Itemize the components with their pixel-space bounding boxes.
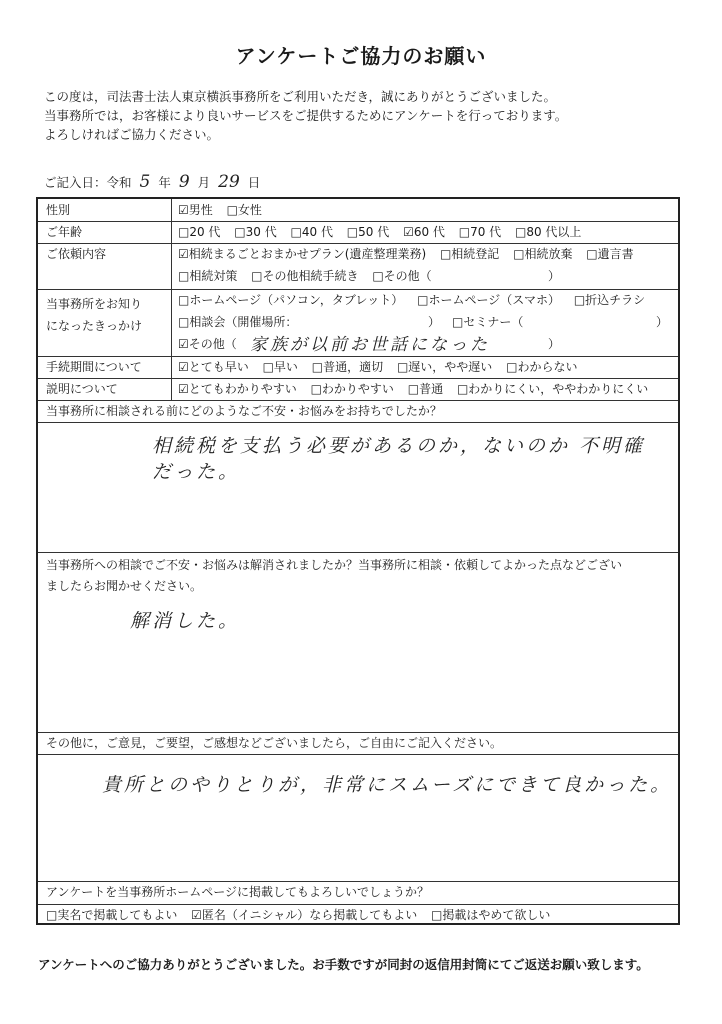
q4-option-no[interactable]: □掲載はやめて欲しい — [431, 908, 551, 922]
source-label-1: 当事務所をお知り — [46, 297, 143, 311]
age-option-50[interactable]: □50 代 — [346, 225, 390, 239]
age-option-70[interactable]: □70 代 — [458, 225, 502, 239]
explain-label: 説明について — [46, 382, 118, 396]
gender-label: 性別 — [46, 203, 71, 217]
request-option-planning[interactable]: □相続対策 — [178, 269, 238, 283]
date-day: 29 — [218, 172, 240, 192]
page-title: アンケートご協力のお願い — [235, 44, 487, 68]
source-seminar-close: ） — [656, 315, 669, 329]
period-option-unknown[interactable]: □わからない — [506, 360, 578, 374]
period-options — [178, 358, 587, 377]
age-option-60[interactable]: ☑60 代 — [403, 225, 445, 239]
request-option-registration[interactable]: □相続登記 — [439, 247, 500, 261]
q4-option-anonymous[interactable]: ☑匿名（イニシャル）なら掲載してもよい — [191, 908, 418, 922]
period-option-slow[interactable]: □遅い，やや遅い — [396, 360, 493, 374]
age-options — [178, 223, 591, 242]
q4-option-real-name[interactable]: □実名で掲載してもよい — [46, 908, 178, 922]
source-option-other[interactable]: ☑その他（ — [178, 337, 237, 351]
q4-options — [46, 906, 560, 925]
explain-option-very-clear[interactable]: ☑とてもわかりやすい — [178, 382, 297, 396]
age-option-20[interactable]: □20 代 — [178, 225, 221, 239]
q1-answer-line-1: 相続税を支払う必要があるのか，ないのか 不明確 — [152, 435, 646, 457]
explain-options — [178, 380, 658, 399]
age-option-80[interactable]: □80 代以上 — [515, 225, 582, 239]
intro-line-1: この度は，司法書士法人東京横浜事務所をご利用いただき，誠にありがとうございました。 — [44, 89, 557, 104]
source-options-1 — [178, 291, 655, 310]
age-option-40[interactable]: □40 代 — [290, 225, 333, 239]
intro-line-3: よろしければご協力ください。 — [44, 127, 220, 142]
gender-options — [178, 201, 272, 220]
explain-option-unclear[interactable]: □わかりにくい，ややわかりにくい — [456, 382, 649, 396]
source-other-handwritten: 家族が以前お世話になった — [250, 335, 490, 355]
source-consultation-close: ） — [428, 315, 441, 329]
q2-question-line-1: 当事務所への相談でご不安・お悩みは解消されましたか？当事務所に相談・依頼してよかった点などござい — [46, 558, 623, 572]
source-option-flyer[interactable]: □折込チラシ — [573, 293, 646, 307]
intro-line-2: 当事務所では，お客様により良いサービスをご提供するためにアンケートを行っております。 — [44, 108, 568, 123]
explain-option-clear[interactable]: □わかりやすい — [310, 382, 394, 396]
request-option-will[interactable]: □遺言書 — [586, 247, 634, 261]
entry-date — [44, 172, 260, 192]
date-day-unit: 日 — [247, 175, 261, 190]
source-option-consultation[interactable]: □相談会（開催場所： — [178, 315, 298, 329]
gender-option-male[interactable]: ☑男性 — [178, 203, 213, 217]
date-month: 9 — [178, 172, 190, 192]
q1-question: 当事務所に相談される前にどのようなご不安・お悩みをお持ちでしたか？ — [46, 404, 442, 418]
q3-question: その他に，ご意見，ご要望，ご感想などございましたら，ご自由にご記入ください。 — [46, 736, 503, 750]
q4-question: アンケートを当事務所ホームページに掲載してもよろしいでしょうか？ — [46, 885, 430, 899]
period-option-fast[interactable]: □早い — [262, 360, 298, 374]
request-options-2 — [178, 267, 442, 286]
date-prefix: ご記入日：令和 — [44, 175, 132, 190]
request-option-renunciation[interactable]: □相続放棄 — [513, 247, 573, 261]
period-label: 手続期間について — [46, 360, 142, 374]
source-option-seminar[interactable]: □セミナー（ — [452, 315, 524, 329]
date-year: 5 — [139, 172, 151, 192]
date-month-unit: 月 — [197, 175, 211, 190]
q1-answer-line-2: だった。 — [152, 461, 241, 483]
age-label: ご年齢 — [46, 225, 83, 239]
q2-question-line-2: ましたらお聞かせください。 — [46, 579, 203, 593]
date-year-unit: 年 — [158, 175, 171, 190]
q3-answer: 貴所とのやりとりが，非常にスムーズにできて良かった。 — [102, 774, 673, 796]
request-option-full-plan[interactable]: ☑相続まるごとおまかせプラン(遺産整理業務) — [178, 247, 427, 261]
request-label: ご依頼内容 — [46, 247, 107, 261]
request-option-other-procedures[interactable]: □その他相続手続き — [251, 269, 359, 283]
footer-note: アンケートへのご協力ありがとうございました。お手数ですが同封の返信用封筒にてご返送お願い致します。 — [38, 957, 649, 972]
intro-text — [44, 87, 567, 144]
request-options-1 — [178, 245, 644, 264]
period-option-normal[interactable]: □普通，適切 — [311, 360, 384, 374]
request-option-other[interactable]: □その他（ — [372, 269, 432, 283]
survey-table — [36, 197, 680, 925]
period-option-very-fast[interactable]: ☑とても早い — [178, 360, 249, 374]
age-option-30[interactable]: □30 代 — [234, 225, 277, 239]
source-option-homepage-phone[interactable]: □ホームページ（スマホ） — [417, 293, 560, 307]
q2-answer: 解消した。 — [130, 610, 241, 632]
gender-option-female[interactable]: □女性 — [226, 203, 262, 217]
source-label-2: になったきっかけ — [46, 319, 143, 333]
source-other-close: ） — [548, 337, 561, 351]
source-option-homepage-pc[interactable]: □ホームページ（パソコン，タブレット） — [178, 293, 404, 307]
explain-option-normal[interactable]: □普通 — [407, 382, 444, 396]
request-other-close: ） — [548, 269, 561, 283]
